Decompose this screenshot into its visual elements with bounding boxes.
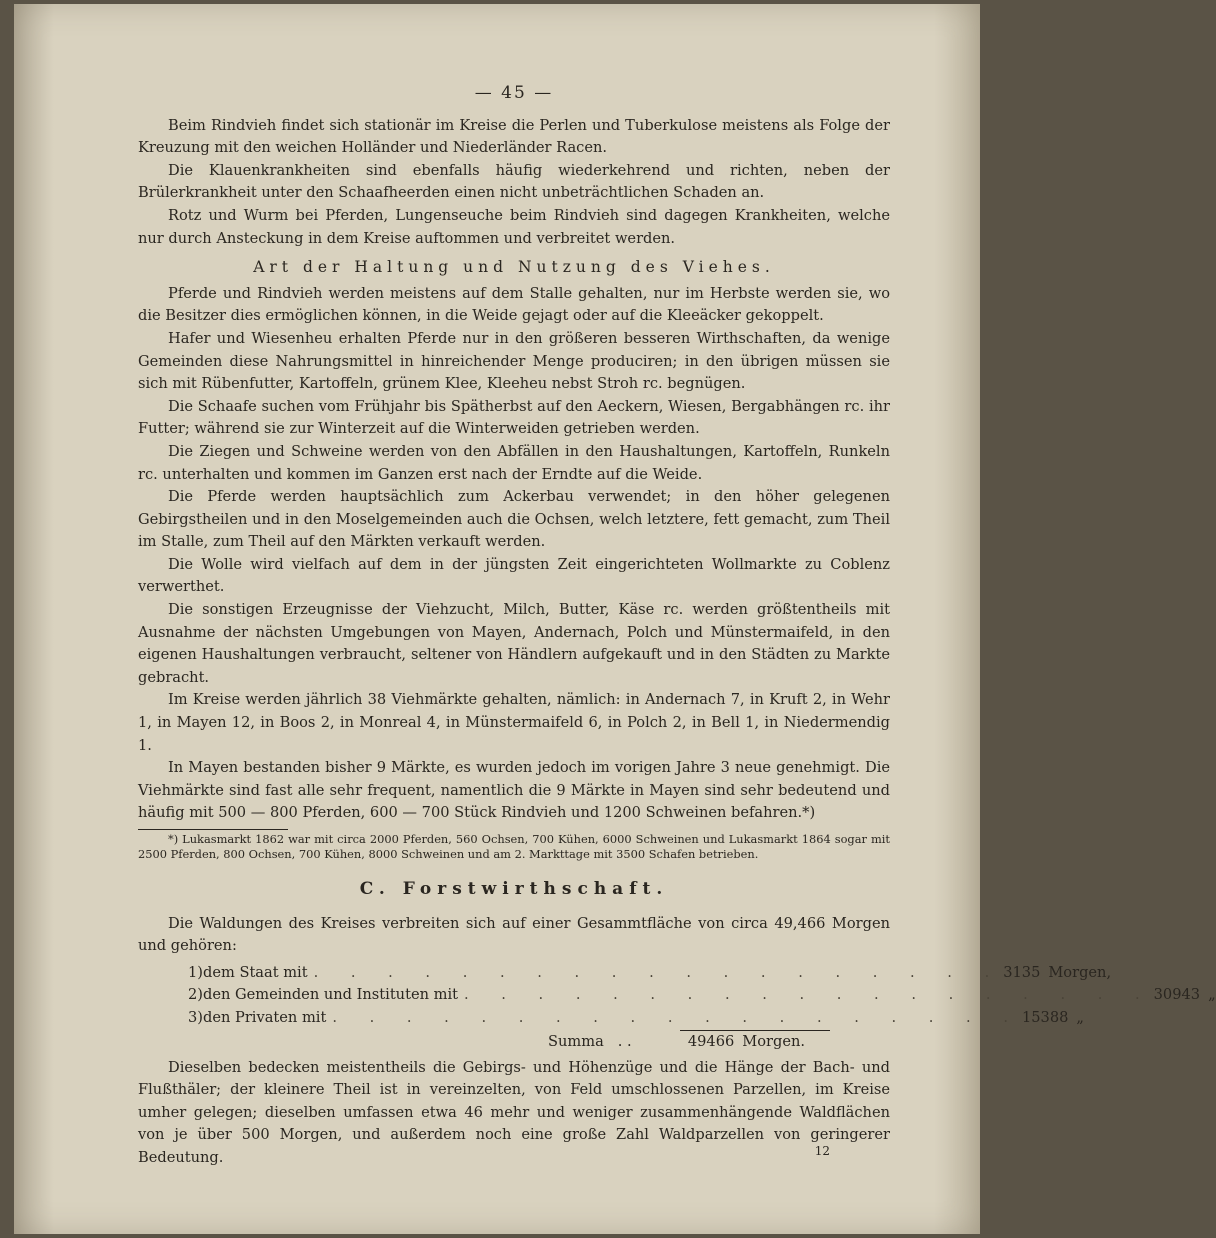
paragraph: Rotz und Wurm bei Pferden, Lungenseuche beim Rindvieh sind dagegen Krankheiten, welche nur durch Ansteckung in dem Kreise auftommen und verbreitet werden. <box>138 206 890 247</box>
paragraph: Die Pferde werden hauptsächlich zum Ackerbau verwendet; in den höher gelegenen Gebirgstheilen und in den Moselgemeinden auch die Ochsen, welch letztere, fett gemacht, zum Theil im Stalle, zum Theil auf den Märkten verkauft werden. <box>138 488 890 551</box>
paragraph: Die Schaafe suchen vom Frühjahr bis Spätherbst auf den Aeckern, Wiesen, Bergabhängen rc. ihr Futter; während sie zur Winterzeit auf die Winterweiden getrieben werden. <box>138 397 890 438</box>
sum-unit: Morgen. <box>742 1032 806 1050</box>
paragraph: Dieselben bedecken meistentheils die Gebirgs- und Höhenzüge und die Hänge der Bach- und Flußthäler; der kleinere Theil ist in vereinzelten, von Feld umschlossenen Parzellen, im Kreise umher gelegen; dieselben umfassen etwa 46 mehr und weniger zusammenhängende Waldflächen von je über 500 Morgen, und außerdem noch eine große Zahl Waldparzellen von geringerer Bedeutung. <box>138 1058 890 1166</box>
paragraph: Die sonstigen Erzeugnisse der Viehzucht, Milch, Butter, Käse rc. werden größtentheils mit Ausnahme der nächsten Umgebungen von Mayen, Andernach, Polch und Münstermaifeld, in den eigenen Haushaltungen verbraucht, seltener von Händlern aufgekauft und in den Städten zu Markte gebracht. <box>138 601 890 686</box>
forest-table <box>188 962 1216 1055</box>
row-label: den Gemeinden und Instituten mit <box>202 986 458 1004</box>
paragraph: Die Waldungen des Kreises verbreiten sich auf einer Gesammtfläche von circa 49,466 Morgen und gehören: <box>138 914 890 955</box>
sum-dots: . . <box>617 1032 632 1050</box>
row-number: 3) <box>188 1008 203 1026</box>
leader-dots: . . . . . . . . . . . . . . . . . . . <box>464 986 1154 1004</box>
paragraph: Pferde und Rindvieh werden meistens auf dem Stalle gehalten, nur im Herbste werden sie, wo die Besitzer dies ermöglichen können, in die Weide gejagt oder auf die Kleeäcker gekoppelt. <box>138 284 890 325</box>
sum-value: 49466 <box>687 1032 735 1050</box>
table-row <box>188 1007 1084 1030</box>
row-number: 2) <box>188 986 203 1004</box>
row-unit: „ <box>1208 986 1216 1004</box>
footnote-divider <box>138 829 288 830</box>
page-number: — 45 — <box>474 83 554 103</box>
book-page <box>14 4 1216 1234</box>
sum-label-text: Summa <box>548 1032 604 1050</box>
paragraph: Die Ziegen und Schweine werden von den Abfällen in den Haushaltungen, Kartoffeln, Runkeln rc. unterhalten und kommen im Ganzen erst nach der Erndte auf die Weide. <box>138 442 890 483</box>
table-row <box>188 984 1216 1007</box>
row-value: 3135 <box>1003 963 1041 981</box>
section-heading-forestry: C. Forstwirthschaft. <box>359 879 669 899</box>
footnote-text: *) Lukasmarkt 1862 war mit circa 2000 Pferden, 560 Ochsen, 700 Kühen, 6000 Schweinen und Lukasmarkt 1864 sogar mit 2500 Pferden, 800 Ochsen, 700 Kühen, 8000 Schweinen und am 2. Markttage mit 3500 Schafen betrieben. <box>138 832 890 861</box>
page-text <box>138 82 1216 1170</box>
paragraph: Die Klauenkrankheiten sind ebenfalls häufig wiederkehrend und richten, neben der Brülerkrankheit unter den Schaafheerden einen nicht unbeträchtlichen Schaden an. <box>138 161 890 202</box>
signature-mark: 12 <box>814 1144 830 1158</box>
row-number: 1) <box>188 963 203 981</box>
row-label: dem Staat mit <box>202 963 308 981</box>
row-unit: Morgen, <box>1048 963 1112 981</box>
leader-dots: . . . . . . . . . . . . . . . . . . . <box>332 1008 1022 1026</box>
footnote <box>138 832 890 862</box>
section-heading-livestock: Art der Haltung und Nutzung des Viehes. <box>253 258 775 277</box>
sum-label <box>548 1031 667 1054</box>
sum-row <box>188 1031 828 1055</box>
row-label: den Privaten mit <box>202 1008 327 1026</box>
paragraph: Die Wolle wird vielfach auf dem in der jüngsten Zeit eingerichteten Wollmarkte zu Coblenz verwerthet. <box>138 555 890 596</box>
table-row <box>188 962 1112 985</box>
paragraph: In Mayen bestanden bisher 9 Märkte, es wurden jedoch im vorigen Jahre 3 neue genehmigt. Die Viehmärkte sind fast alle sehr frequent, namentlich die 9 Märkte in Mayen sind sehr bedeutend und häufig mit 500 — 800 Pferden, 600 — 700 Stück Rindvieh und 1200 Schweinen befahren.*) <box>138 759 890 822</box>
row-value: 30943 <box>1153 986 1201 1004</box>
paragraph: Im Kreise werden jährlich 38 Viehmärkte gehalten, nämlich: in Andernach 7, in Kruft 2, in Wehr 1, in Mayen 12, in Boos 2, in Monreal 4, in Münstermaifeld 6, in Polch 2, in Bell 1, in Niedermendig 1. <box>138 691 890 754</box>
paragraph: Hafer und Wiesenheu erhalten Pferde nur in den größeren besseren Wirthschaften, da wenige Gemeinden diese Nahrungsmittel in hinreichender Menge produciren; in den übrigen müssen sie sich mit Rübenfutter, Kartoffeln, grünem Klee, Kleeheu nebst Stroh rc. begnügen. <box>138 329 890 393</box>
row-value: 15388 <box>1021 1008 1069 1026</box>
paragraph: Beim Rindvieh findet sich stationär im Kreise die Perlen und Tuberkulose meistens als Folge der Kreuzung mit den weichen Holländer und Niederländer Racen. <box>138 116 890 157</box>
row-unit: „ <box>1076 1008 1084 1026</box>
leader-dots: . . . . . . . . . . . . . . . . . . . <box>313 963 1004 981</box>
